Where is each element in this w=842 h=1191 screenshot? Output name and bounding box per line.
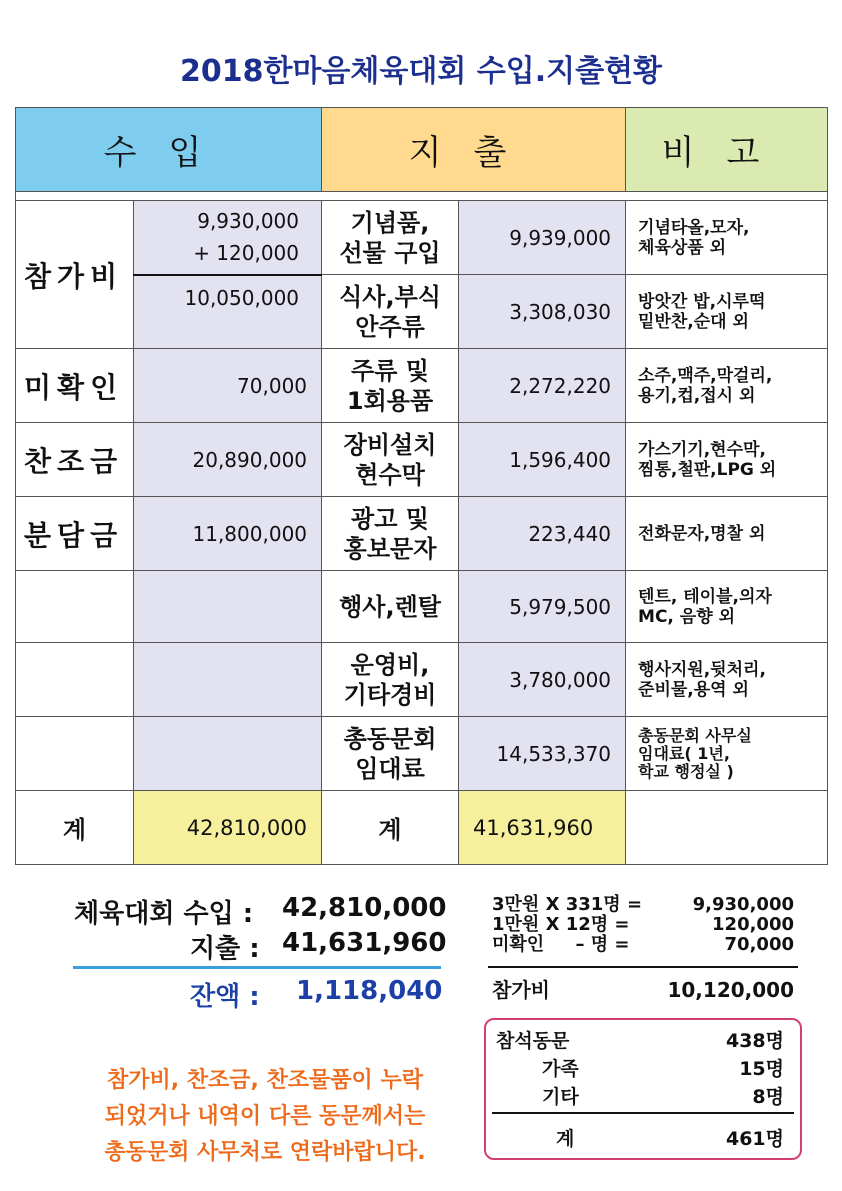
expense-total: 41,631,960 <box>459 791 626 865</box>
expense-item-2: 식사,부식 안주류 <box>322 275 459 349</box>
expense-item-7: 운영비, 기타경비 <box>322 643 459 717</box>
share-amount: 11,800,000 <box>134 497 322 571</box>
unconfirmed-amount: 70,000 <box>134 349 322 423</box>
expense-amount-2: 3,308,030 <box>459 275 626 349</box>
participation-total: 10,050,000 <box>134 275 322 349</box>
attendance-alumni-value: 438명 <box>725 1030 784 1052</box>
calc-row-1-label: 3만원 X 331명 = <box>492 894 643 915</box>
expense-item-8: 총동문회 임대료 <box>322 717 459 791</box>
summary-expense-value: 41,631,960 <box>282 928 447 958</box>
calc-row-1 <box>492 895 794 914</box>
attendance-other-label: 기타 <box>542 1086 579 1108</box>
attendance-family-value: 15명 <box>739 1058 784 1080</box>
income-header: 수입 <box>16 108 322 192</box>
expense-note-6: 텐트, 테이블,의자 MC, 음향 외 <box>626 571 828 643</box>
expense-item-4: 장비설치 현수막 <box>322 423 459 497</box>
expense-amount-3: 2,272,220 <box>459 349 626 423</box>
share-label: 분담금 <box>16 497 134 571</box>
expense-note-3: 소주,맥주,막걸리, 용기,컵,접시 외 <box>626 349 828 423</box>
empty-amount-cell <box>134 571 322 643</box>
empty-label-cell <box>16 717 134 791</box>
total-label: 계 <box>16 791 134 865</box>
attendance-other-value: 8명 <box>752 1086 784 1108</box>
note-header: 비고 <box>626 108 828 192</box>
calc-row-3 <box>492 935 794 954</box>
expense-header: 지출 <box>322 108 626 192</box>
donation-label: 찬조금 <box>16 423 134 497</box>
attendance-total-label: 계 <box>556 1128 575 1150</box>
expense-note-8: 총동문회 사무실 임대료( 1년, 학교 행정실 ) <box>626 717 828 791</box>
expense-amount-4: 1,596,400 <box>459 423 626 497</box>
attendance-alumni-label: 참석동문 <box>496 1030 570 1052</box>
expense-amount-6: 5,979,500 <box>459 571 626 643</box>
unconfirmed-label: 미확인 <box>16 349 134 423</box>
expense-note-5: 전화문자,명찰 외 <box>626 497 828 571</box>
attendance-divider <box>492 1112 794 1114</box>
calc-row-2-value: 120,000 <box>712 914 794 935</box>
summary-divider <box>73 966 441 969</box>
attendance-family-label: 가족 <box>542 1058 579 1080</box>
expense-note-4: 가스기기,현수막, 찜통,철판,LPG 외 <box>626 423 828 497</box>
empty-label-cell <box>16 643 134 717</box>
expense-note-1: 기념타올,모자, 체육상품 외 <box>626 201 828 275</box>
participation-line1: 9,930,000 <box>197 209 300 234</box>
expense-amount-8: 14,533,370 <box>459 717 626 791</box>
expense-item-1: 기념품, 선물 구입 <box>322 201 459 275</box>
empty-label-cell <box>16 571 134 643</box>
note-total-cell <box>626 791 828 865</box>
summary-income-label: 체육대회 수입 : <box>74 899 254 929</box>
summary-expense-label: 지출 : <box>190 934 260 964</box>
summary-balance-value: 1,118,040 <box>296 976 443 1006</box>
income-total: 42,810,000 <box>134 791 322 865</box>
participation-label: 참가비 <box>16 201 134 349</box>
participation-breakdown <box>134 201 322 275</box>
summary-income-value: 42,810,000 <box>282 893 447 923</box>
attendance-box <box>484 1018 802 1160</box>
calc-row-1-value: 9,930,000 <box>692 894 794 915</box>
calc-total-row <box>492 978 794 1002</box>
expense-note-2: 방앗간 밥,시루떡 밑반찬,순대 외 <box>626 275 828 349</box>
expense-amount-7: 3,780,000 <box>459 643 626 717</box>
calc-row-2 <box>492 915 794 934</box>
empty-amount-cell <box>134 643 322 717</box>
total-label-expense: 계 <box>322 791 459 865</box>
donation-amount: 20,890,000 <box>134 423 322 497</box>
expense-amount-1: 9,939,000 <box>459 201 626 275</box>
summary-balance-label: 잔액 : <box>190 982 260 1012</box>
budget-table <box>15 107 828 865</box>
expense-amount-5: 223,440 <box>459 497 626 571</box>
notice-text: 참가비, 찬조금, 찬조물품이 누락 되었거나 내역이 다른 동문께서는 총동문회 사무처로 연락바랍니다. <box>104 1068 426 1165</box>
calc-row-3-value: 70,000 <box>724 934 794 955</box>
expense-item-6: 행사,렌탈 <box>322 571 459 643</box>
empty-amount-cell <box>134 717 322 791</box>
expense-note-7: 행사지원,뒷처리, 준비물,용역 외 <box>626 643 828 717</box>
calc-row-3-label: 미확인 – 명 = <box>492 934 630 955</box>
calc-total-value: 10,120,000 <box>667 978 794 1002</box>
expense-item-5: 광고 및 홍보문자 <box>322 497 459 571</box>
page-title: 2018한마음체육대회 수입.지출현황 <box>179 54 663 89</box>
attendance-total-value: 461명 <box>725 1128 784 1150</box>
calc-row-2-label: 1만원 X 12명 = <box>492 914 630 935</box>
expense-item-3: 주류 및 1회용품 <box>322 349 459 423</box>
participation-line2: + 120,000 <box>193 241 300 266</box>
calc-total-label: 참가비 <box>492 978 550 1002</box>
calc-divider <box>488 966 798 968</box>
